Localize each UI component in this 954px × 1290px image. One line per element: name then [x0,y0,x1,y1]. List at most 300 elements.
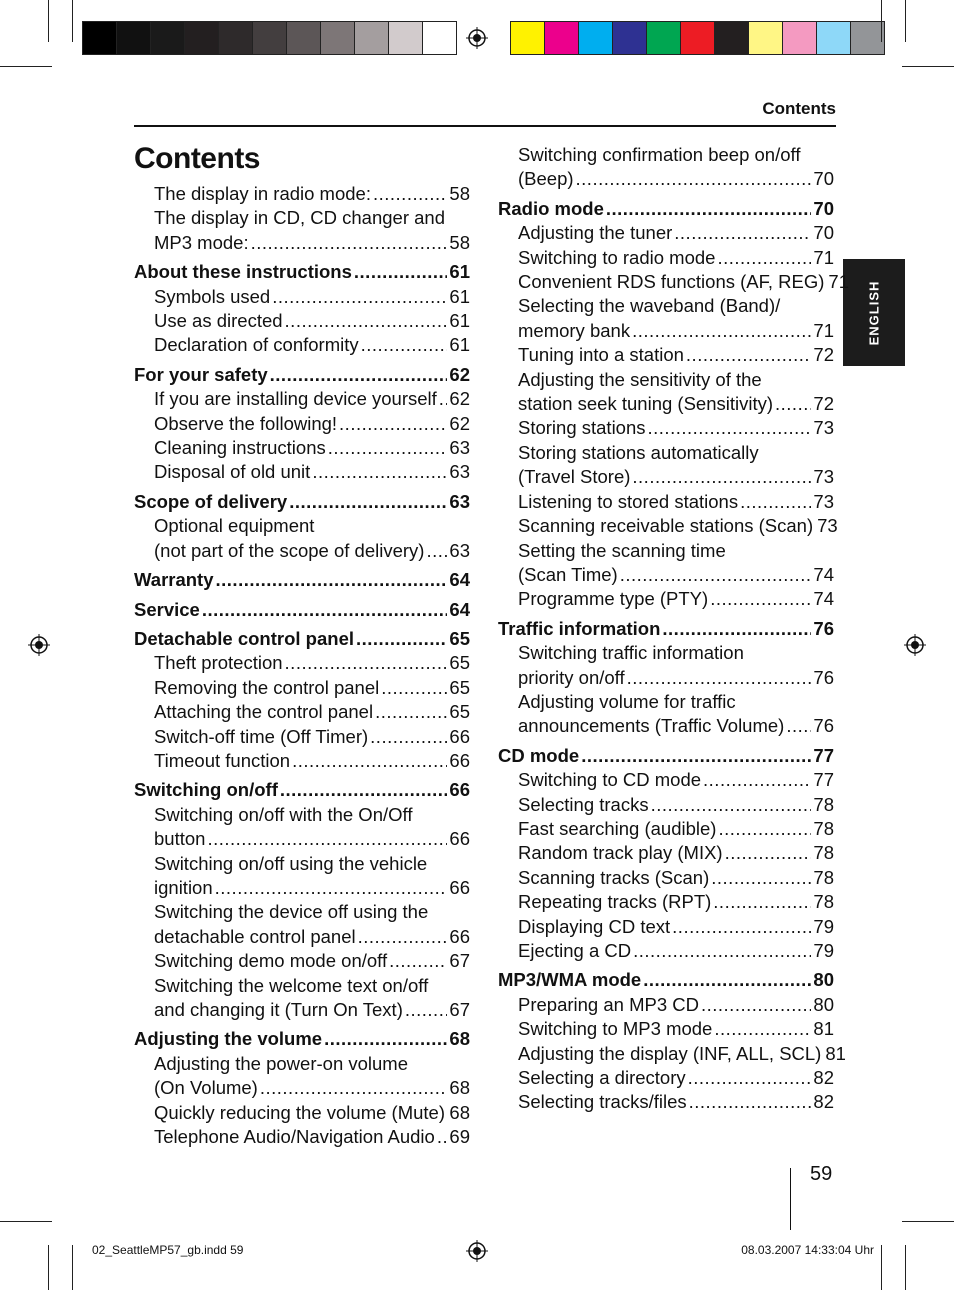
dot-leader [381,676,447,700]
toc-entry-title: (Beep) [518,168,574,190]
toc-entry-line: Switching on/off with the On/Off [154,803,413,825]
dot-leader [361,333,448,357]
dot-leader [426,539,447,563]
dot-leader [576,167,812,191]
toc-entry-line: Switching traffic information [518,642,744,664]
color-swatch [544,22,578,54]
dot-leader [662,617,811,641]
toc-entry-title: Storing stations [518,417,646,439]
toc-page-number: 62 [449,363,470,385]
toc-subentry [498,490,834,514]
dot-leader [215,876,448,900]
toc-entry-title: station seek tuning (Sensitivity) [518,393,774,415]
toc-entry-line: Setting the scanning time [518,539,726,561]
toc-entry-title: Programme type (PTY) [518,588,709,610]
crop-mark [72,1245,73,1290]
toc-entry-line: Switching the welcome text on/off [154,974,429,996]
toc-entry-title: Telephone Audio/Navigation Audio [154,1126,435,1148]
toc-page-number: 71 [813,319,834,341]
toc-page-number: 82 [813,1067,834,1089]
toc-page-number: 77 [813,769,834,791]
toc-page-number: 77 [813,744,834,766]
toc-page-number: 78 [813,891,834,913]
toc-entry-title: Switch-off time (Off Timer) [154,725,369,747]
toc-entry-title: (not part of the scope of delivery) [154,539,425,561]
toc-entry-title: Attaching the control panel [154,701,374,723]
toc-entry-title: Switching to CD mode [518,769,702,791]
color-swatch [578,22,612,54]
toc-entry-title: Listening to stored stations [518,490,739,512]
toc-subentry [498,1090,834,1114]
toc-subentry [134,231,470,255]
toc-entry-line: Storing stations automatically [518,441,759,463]
dot-leader [688,1066,812,1090]
language-tab-label: ENGLISH [866,280,882,345]
toc-page-number: 68 [449,1101,470,1123]
toc-page-number: 66 [449,828,470,850]
toc-subentry [498,1042,846,1066]
toc-page-number: 61 [449,285,470,307]
toc-entry-title: Warranty [134,569,214,591]
toc-entry-line: Switching confirmation beep on/off [518,144,801,165]
color-swatch [150,22,184,54]
toc-page-number: 58 [449,183,470,204]
registration-mark-icon [466,27,488,49]
toc-entry-title: Switching demo mode on/off [154,950,388,972]
registration-mark-icon [466,1240,488,1262]
toc-page-number: 78 [813,793,834,815]
toc-subentry [498,1066,834,1090]
crop-mark [0,1221,52,1222]
toc-entry-title: Random track play (MIX) [518,842,723,864]
dot-leader [280,778,448,802]
toc-subentry [498,270,849,294]
dot-leader [725,841,812,865]
toc-entry-title: Radio mode [498,197,604,219]
toc-section-entry [498,968,834,992]
toc-page-number: 70 [813,168,834,190]
toc-entry-title: Cleaning instructions [154,437,326,459]
dot-leader [251,231,448,255]
header-rule [134,125,836,127]
toc-page-number: 76 [813,666,834,688]
registration-mark-icon [904,634,926,656]
crop-mark [905,1245,906,1290]
toc-page-number: 67 [449,950,470,972]
toc-subentry [134,827,470,851]
toc-page-number: 63 [449,539,470,561]
toc-subentry [134,876,470,900]
dot-leader [710,587,811,611]
toc-page-number: 76 [813,715,834,737]
toc-entry-title: priority on/off [518,666,625,688]
toc-page-number: 79 [813,915,834,937]
toc-subentry [134,749,470,773]
toc-page-number: 79 [813,940,834,961]
toc-entry-title: Use as directed [154,310,283,332]
toc-entry-title: Detachable control panel [134,627,354,649]
toc-page-number: 70 [813,197,834,219]
color-swatch [354,22,388,54]
toc-entry-title: Preparing an MP3 CD [518,993,699,1015]
toc-subentry [134,700,470,724]
toc-entry-title: (Scan Time) [518,563,618,585]
toc-entry-title: Declaration of conformity [154,334,359,356]
toc-entry-title: If you are installing device yourself [154,388,437,410]
toc-page-number: 65 [449,676,470,698]
dot-leader [632,465,811,489]
toc-page-number: 71 [828,271,849,293]
dot-leader [701,993,811,1017]
toc-subentry [498,1017,834,1041]
color-swatch [388,22,422,54]
dot-leader [312,460,447,484]
color-swatch [422,22,456,54]
dot-leader [627,666,812,690]
crop-mark [72,0,73,42]
dot-leader [324,1027,447,1051]
toc-subentry [134,925,470,949]
toc-entry-line: The display in CD, CD changer and [154,207,446,229]
toc-page-number: 71 [813,246,834,268]
toc-entry-title: ignition [154,876,213,898]
toc-entry-title: Displaying CD text [518,915,671,937]
toc-entry-line: Adjusting volume for traffic [518,690,736,712]
toc-section-entry [134,260,470,284]
page-number: 59 [810,1163,833,1185]
dot-leader [405,998,448,1022]
toc-page-number: 62 [449,388,470,410]
color-swatch [218,22,252,54]
toc-section-entry [134,627,470,651]
toc-section-entry [498,617,834,641]
toc-subentry [498,465,834,489]
toc-entry-title: Timeout function [154,749,291,771]
toc-entry-title: Selecting tracks [518,793,649,815]
dot-leader [606,197,812,221]
toc-page-number: 61 [449,310,470,332]
toc-entry-title: (On Volume) [154,1077,258,1099]
color-swatch [816,22,850,54]
crop-mark [905,0,906,42]
toc-entry-line: Switching the device off using the [154,901,429,923]
toc-subentry [498,319,834,343]
color-calibration-bar [510,21,885,55]
dot-leader [202,598,448,622]
dot-leader [437,1125,448,1149]
toc-subentry [134,285,470,309]
color-swatch [320,22,354,54]
toc-entry-title: Scanning tracks (Scan) [518,866,710,888]
toc-page-number: 81 [813,1018,834,1040]
toc-entry-title: Adjusting the display (INF, ALL, SCL) [518,1042,822,1064]
toc-subentry [498,993,834,1017]
toc-entry-title: MP3/WMA mode [498,969,642,991]
toc-page-number: 73 [813,490,834,512]
toc-section-entry [498,197,834,221]
footer-file-name: 02_SeattleMP57_gb.indd 59 [92,1243,244,1257]
dot-leader [356,627,447,651]
toc-entry-title: Tuning into a station [518,344,684,366]
toc-entry-line: Switching on/off using the vehicle [154,852,428,874]
toc-entry-title: Quickly reducing the volume (Mute) [154,1101,445,1123]
dot-leader [289,490,447,514]
dot-leader [285,309,448,333]
toc-entry-title: MP3 mode: [154,231,249,253]
dot-leader [270,363,448,387]
toc-page-number: 64 [449,598,470,620]
toc-entry-title: Theft protection [154,652,283,674]
color-swatch [184,22,218,54]
page-number-rule [790,1168,791,1230]
toc-page-number: 73 [813,466,834,488]
toc-page-number: 65 [449,627,470,649]
toc-left-column [134,182,470,1149]
toc-subentry [134,949,470,973]
toc-entry-title: detachable control panel [154,925,356,947]
color-swatch [116,22,150,54]
dot-leader [260,1076,448,1100]
dot-leader [581,744,811,768]
toc-subentry [498,246,834,270]
dot-leader [370,725,447,749]
toc-page-number: 74 [813,588,834,610]
toc-entry-title: Traffic information [498,617,661,639]
toc-subentry [498,793,834,817]
dot-leader [775,392,811,416]
toc-entry-title: Disposal of old unit [154,461,311,483]
toc-entry-title: announcements (Traffic Volume) [518,715,785,737]
toc-page-number: 61 [449,334,470,356]
toc-subentry [498,563,834,587]
toc-section-entry [134,568,470,592]
dot-leader [686,343,812,367]
toc-entry-title: Adjusting the tuner [518,222,673,244]
color-swatch [782,22,816,54]
dot-leader [373,182,447,206]
registration-mark-icon [28,634,50,656]
toc-subentry [498,587,834,611]
dot-leader [354,260,448,284]
toc-subentry [134,387,470,411]
dot-leader [375,700,447,724]
toc-subentry [134,436,470,460]
dot-leader [648,416,812,440]
dot-leader [674,221,811,245]
toc-page-number: 78 [813,842,834,864]
dot-leader [328,436,448,460]
color-swatch [286,22,320,54]
crop-mark [48,0,49,42]
toc-subentry [498,817,834,841]
dot-leader [285,651,448,675]
toc-entry-line: Adjusting the power-on volume [154,1052,409,1074]
toc-page-number: 62 [449,412,470,434]
toc-subentry [498,714,834,738]
toc-subentry [498,768,834,792]
color-swatch [680,22,714,54]
toc-subentry [498,915,834,939]
dot-leader [713,890,811,914]
toc-page-number: 65 [449,652,470,674]
toc-page-number: 78 [813,817,834,839]
color-swatch [511,22,544,54]
dot-leader [643,968,811,992]
toc-entry-title: Switching to radio mode [518,246,716,268]
toc-subentry [134,998,470,1022]
toc-section-entry [134,778,470,802]
crop-mark [48,1245,49,1290]
dot-leader [439,387,448,411]
toc-section-entry [134,598,470,622]
color-swatch [714,22,748,54]
toc-entry-title: CD mode [498,744,580,766]
dot-leader [651,793,812,817]
toc-entry-title: Selecting tracks/files [518,1091,687,1113]
toc-page-number: 70 [813,222,834,244]
dot-leader [358,925,448,949]
dot-leader [714,1017,811,1041]
dot-leader [717,246,811,270]
toc-entry-title: button [154,828,206,850]
toc-subentry [134,460,470,484]
toc-subentry [498,514,838,538]
language-tab [843,259,905,366]
toc-entry-title: Repeating tracks (RPT) [518,891,712,913]
crop-mark [902,1221,954,1222]
gray-calibration-bar [82,21,457,55]
dot-leader [633,939,811,963]
toc-page-number: 65 [449,701,470,723]
toc-entry-title: Fast searching (audible) [518,817,717,839]
toc-subentry [134,333,470,357]
toc-page-number: 66 [449,779,470,801]
toc-section-entry [134,363,470,387]
toc-entry-title: Scanning receivable stations (Scan) [518,515,814,537]
dot-leader [216,568,448,592]
toc-entry-title: The display in radio mode: [154,183,371,204]
toc-page-number: 68 [449,1077,470,1099]
toc-page-number: 66 [449,725,470,747]
toc-page-number: 76 [813,617,834,639]
dot-leader [672,915,811,939]
toc-page-number: 66 [449,876,470,898]
color-swatch [748,22,782,54]
toc-subentry [134,1125,470,1149]
toc-subentry [134,1101,470,1125]
crop-mark [0,66,52,67]
toc-subentry [498,343,834,367]
footer-timestamp: 08.03.2007 14:33:04 Uhr [741,1243,874,1257]
toc-subentry [134,676,470,700]
toc-entry-title: About these instructions [134,261,352,283]
toc-entry-line: Selecting the waveband (Band)/ [518,295,781,317]
toc-entry-title: Adjusting the volume [134,1028,323,1050]
toc-subentry [134,412,470,436]
toc-page-number: 58 [449,231,470,253]
toc-page-number: 61 [449,261,470,283]
toc-page-number: 68 [449,1028,470,1050]
toc-page-number: 64 [449,569,470,591]
toc-page-number: 67 [449,999,470,1020]
toc-subentry [134,309,470,333]
toc-page-number: 80 [813,969,834,991]
color-swatch [252,22,286,54]
dot-leader [389,949,447,973]
toc-section-entry [134,1027,470,1051]
toc-entry-title: and changing it (Turn On Text) [154,999,403,1020]
color-swatch [850,22,884,54]
toc-entry-title: Service [134,598,200,620]
toc-subentry [498,939,834,963]
dot-leader [207,827,447,851]
toc-page-number: 72 [813,393,834,415]
toc-page-number: 63 [449,461,470,483]
dot-leader [689,1090,812,1114]
toc-entry-title: Convenient RDS functions (AF, REG) [518,271,825,293]
dot-leader [620,563,812,587]
dot-leader [711,866,811,890]
toc-page-number: 82 [813,1091,834,1113]
toc-subentry [134,1076,470,1100]
toc-page-number: 72 [813,344,834,366]
dot-leader [718,817,811,841]
toc-right-column [498,143,849,1115]
color-swatch [612,22,646,54]
toc-subentry [134,539,470,563]
dot-leader [786,714,811,738]
dot-leader [740,490,811,514]
color-swatch [646,22,680,54]
toc-section-entry [134,490,470,514]
toc-entry-title: Switching on/off [134,779,278,801]
toc-entry-title: Symbols used [154,285,271,307]
toc-page-number: 80 [813,993,834,1015]
toc-page-number: 66 [449,749,470,771]
toc-page-number: 63 [449,490,470,512]
crop-mark [881,0,882,42]
dot-leader [292,749,447,773]
toc-subentry [134,182,470,206]
toc-entry-title: Selecting a directory [518,1067,686,1089]
dot-leader [703,768,811,792]
crop-mark [881,1245,882,1290]
toc-page-number: 69 [449,1126,470,1148]
toc-page-number: 66 [449,925,470,947]
toc-subentry [498,167,834,191]
toc-page-number: 74 [813,563,834,585]
toc-subentry [134,651,470,675]
toc-subentry [498,866,834,890]
toc-entry-title: Switching to MP3 mode [518,1018,713,1040]
toc-page-number: 73 [813,417,834,439]
dot-leader [272,285,447,309]
toc-section-entry [498,744,834,768]
toc-subentry [498,890,834,914]
page-title: Contents [134,142,260,175]
toc-subentry [498,221,834,245]
toc-entry-title: memory bank [518,319,631,341]
toc-entry-title: Observe the following! [154,412,338,434]
toc-page-number: 81 [825,1042,846,1064]
toc-entry-title: (Travel Store) [518,466,631,488]
crop-mark [902,66,954,67]
toc-subentry [498,416,834,440]
toc-page-number: 63 [449,437,470,459]
color-swatch [83,22,116,54]
running-header: Contents [762,99,836,118]
dot-leader [339,412,447,436]
